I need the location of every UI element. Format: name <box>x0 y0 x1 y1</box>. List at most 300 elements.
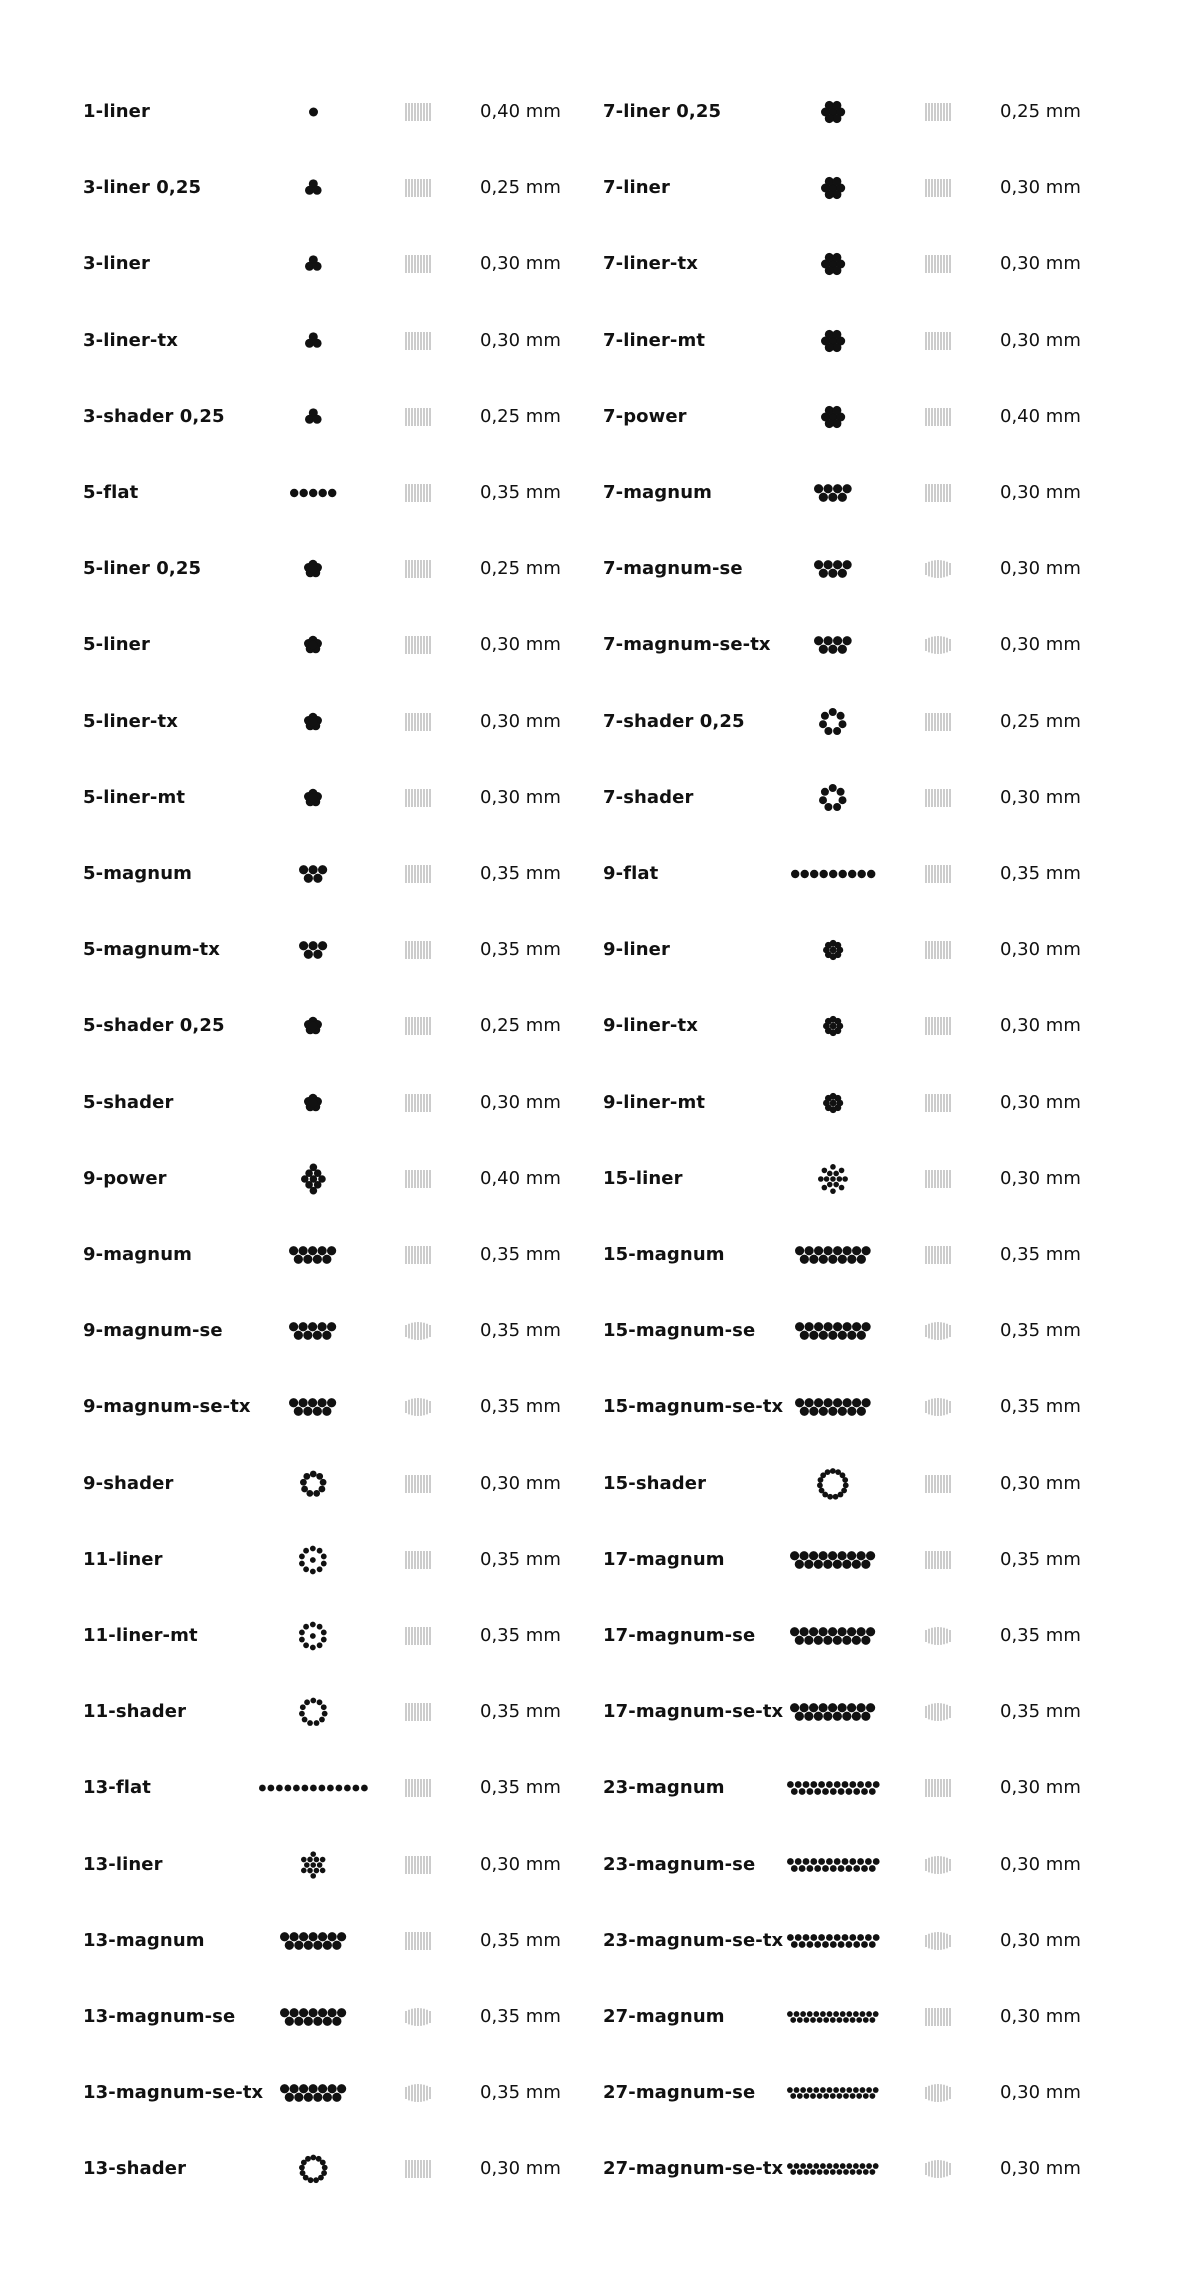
needle-name: 23-magnum <box>603 1777 725 1799</box>
taper-short-icon <box>404 168 434 208</box>
needle-diameter: 0,25 mm <box>480 1015 561 1037</box>
needle-name: 9-shader <box>83 1472 174 1494</box>
needle-15-magnum-icon <box>794 1235 872 1275</box>
needle-row <box>83 1387 613 1427</box>
taper-short-icon <box>404 854 434 894</box>
needle-configuration <box>794 1387 872 1427</box>
taper-curved-icon <box>924 1387 954 1427</box>
needle-13-magnum-icon <box>279 2073 348 2113</box>
needle-configuration <box>822 1006 845 1046</box>
taper-short-icon <box>404 1540 434 1580</box>
needle-taper <box>404 1159 434 1199</box>
taper-curved-icon <box>924 2073 954 2113</box>
needle-9-flat-icon <box>790 854 877 894</box>
needle-1-round-icon <box>308 92 319 132</box>
needle-taper <box>924 1159 954 1199</box>
needle-5-magnum-icon <box>298 854 329 894</box>
needle-name: 9-magnum-se-tx <box>83 1396 251 1418</box>
needle-7-magnum-icon <box>813 473 853 513</box>
needle-diameter: 0,35 mm <box>480 863 561 884</box>
needle-taper <box>404 1464 434 1504</box>
needle-name: 23-magnum-se <box>603 1853 756 1875</box>
needle-taper <box>924 1006 954 1046</box>
needle-taper <box>924 1387 954 1427</box>
needle-3-round-icon <box>304 321 323 361</box>
needle-diameter: 0,35 mm <box>1000 1396 1081 1418</box>
taper-short-icon <box>924 854 954 894</box>
needle-configuration <box>279 2073 348 2113</box>
taper-curved-icon <box>404 1387 434 1427</box>
needle-name: 13-liner <box>83 1853 163 1875</box>
needle-15-ring-icon <box>816 1464 850 1504</box>
needle-taper <box>924 397 954 437</box>
needle-configuration <box>794 1235 872 1275</box>
taper-short-icon <box>404 1845 434 1885</box>
needle-configuration <box>789 1692 877 1732</box>
needle-configuration <box>279 1997 348 2037</box>
needle-5-magnum-icon <box>298 930 329 970</box>
needle-configuration <box>298 2149 329 2189</box>
needle-name: 15-magnum-se-tx <box>603 1396 784 1418</box>
needle-name: 9-magnum-se <box>83 1320 223 1342</box>
needle-diameter: 0,30 mm <box>1000 634 1081 656</box>
needle-taper <box>404 1845 434 1885</box>
needle-7-magnum-icon <box>813 549 853 589</box>
needle-diameter: 0,35 mm <box>480 1625 561 1646</box>
needle-diameter: 0,30 mm <box>1000 1091 1081 1113</box>
taper-short-icon <box>924 1083 954 1123</box>
needle-name: 7-shader <box>603 786 694 808</box>
needle-taper <box>404 1616 434 1656</box>
needle-taper <box>924 1692 954 1732</box>
needle-11-ring-icon <box>298 1692 329 1732</box>
needle-configuration <box>786 2149 880 2189</box>
needle-taper <box>924 1845 954 1885</box>
needle-row <box>83 930 613 970</box>
taper-short-icon <box>924 1235 954 1275</box>
needle-7-round-icon <box>820 321 847 361</box>
needle-row <box>603 2149 1133 2189</box>
needle-name: 15-magnum <box>603 1244 725 1265</box>
needle-taper <box>404 1311 434 1351</box>
needle-3-round-icon <box>304 244 323 284</box>
taper-short-icon <box>404 244 434 284</box>
needle-configuration <box>786 1845 881 1885</box>
needle-taper <box>924 625 954 665</box>
needle-diameter: 0,30 mm <box>1000 2158 1081 2180</box>
needle-taper <box>924 1464 954 1504</box>
needle-row <box>603 1616 1133 1656</box>
needle-diameter: 0,30 mm <box>1000 939 1081 961</box>
needle-taper <box>404 321 434 361</box>
needle-row <box>603 244 1133 284</box>
needle-configuration <box>308 92 319 132</box>
needle-3-round-icon <box>304 168 323 208</box>
needle-taper <box>404 854 434 894</box>
needle-row <box>83 1768 613 1808</box>
needle-row <box>603 1006 1133 1046</box>
needle-diameter: 0,30 mm <box>480 710 561 732</box>
needle-configuration <box>789 1616 877 1656</box>
needle-taper <box>404 2073 434 2113</box>
needle-configuration <box>298 854 329 894</box>
needle-row <box>603 930 1133 970</box>
needle-taper <box>924 1540 954 1580</box>
needle-taper <box>404 1006 434 1046</box>
needle-name: 13-flat <box>83 1777 151 1799</box>
needle-9-magnum-icon <box>288 1235 338 1275</box>
needle-row <box>83 1845 613 1885</box>
needle-17-magnum-icon <box>789 1616 877 1656</box>
needle-taper <box>404 702 434 742</box>
needle-5-round-icon <box>303 1083 323 1123</box>
taper-short-icon <box>404 1616 434 1656</box>
needle-11-ring-center-icon <box>298 1616 328 1656</box>
needle-row <box>83 549 613 589</box>
taper-short-icon <box>924 778 954 818</box>
needle-17-magnum-icon <box>789 1692 877 1732</box>
needle-configuration <box>298 1540 328 1580</box>
needle-13-magnum-icon <box>279 1997 348 2037</box>
needle-configuration <box>820 92 847 132</box>
needle-17-magnum-icon <box>789 1540 877 1580</box>
taper-short-icon <box>924 1768 954 1808</box>
needle-7-ring-icon <box>818 778 848 818</box>
needle-diameter: 0,30 mm <box>1000 558 1081 580</box>
needle-diameter: 0,30 mm <box>480 1091 561 1113</box>
needle-configuration <box>813 549 853 589</box>
needle-configuration <box>786 1768 881 1808</box>
needle-name: 27-magnum-se <box>603 2082 756 2104</box>
needle-configuration <box>813 473 853 513</box>
needle-configuration <box>822 930 845 970</box>
needle-configuration <box>820 321 847 361</box>
needle-row <box>603 1464 1133 1504</box>
taper-curved-icon <box>404 1311 434 1351</box>
needle-name: 7-power <box>603 405 687 427</box>
needle-row <box>603 1921 1133 1961</box>
needle-name: 11-liner <box>83 1548 163 1570</box>
needle-row <box>603 625 1133 665</box>
taper-curved-icon <box>924 1311 954 1351</box>
needle-row <box>83 2149 613 2189</box>
needle-9-magnum-icon <box>288 1311 338 1351</box>
needle-name: 11-shader <box>83 1701 187 1723</box>
needle-taper <box>924 702 954 742</box>
needle-name: 7-magnum-se <box>603 558 743 580</box>
needle-15-round-icon <box>817 1159 849 1199</box>
taper-short-icon <box>404 1006 434 1046</box>
needle-configuration <box>258 1768 369 1808</box>
needle-row <box>83 244 613 284</box>
needle-row <box>603 473 1133 513</box>
needle-configuration <box>304 397 323 437</box>
needle-taper <box>404 168 434 208</box>
needle-name: 9-flat <box>603 863 659 884</box>
needle-row <box>603 854 1133 894</box>
needle-row <box>603 1768 1133 1808</box>
needle-13-flat-icon <box>258 1768 369 1808</box>
needle-name: 3-liner-tx <box>83 329 178 351</box>
needle-taper <box>404 1921 434 1961</box>
needle-name: 7-liner-tx <box>603 253 698 275</box>
needle-row <box>83 473 613 513</box>
taper-short-icon <box>404 1235 434 1275</box>
needle-diameter: 0,30 mm <box>480 1472 561 1494</box>
needle-3-round-icon <box>304 397 323 437</box>
needle-row <box>83 168 613 208</box>
needle-row <box>603 1692 1133 1732</box>
needle-diameter: 0,35 mm <box>1000 1320 1081 1342</box>
needle-taper <box>924 321 954 361</box>
needle-diameter: 0,30 mm <box>1000 1929 1081 1951</box>
needle-diameter: 0,35 mm <box>1000 1701 1081 1723</box>
needle-configuration <box>288 1235 338 1275</box>
needle-diameter: 0,35 mm <box>480 1320 561 1342</box>
needle-diameter: 0,30 mm <box>1000 329 1081 351</box>
needle-taper <box>924 244 954 284</box>
needle-diameter: 0,35 mm <box>480 2082 561 2104</box>
needle-name: 5-liner-tx <box>83 710 178 732</box>
taper-short-icon <box>404 1083 434 1123</box>
needle-row <box>603 321 1133 361</box>
needle-configuration <box>298 1616 328 1656</box>
needle-row <box>83 1464 613 1504</box>
needle-7-round-icon <box>820 244 847 284</box>
needle-configuration <box>786 2073 880 2113</box>
needle-taper <box>404 1692 434 1732</box>
needle-taper <box>924 2073 954 2113</box>
taper-short-icon <box>404 321 434 361</box>
needle-name: 7-shader 0,25 <box>603 710 745 732</box>
needle-name: 5-shader <box>83 1091 174 1113</box>
needle-configuration <box>820 397 847 437</box>
needle-taper <box>404 473 434 513</box>
needle-27-magnum-icon <box>786 2073 880 2113</box>
needle-diameter: 0,30 mm <box>480 786 561 808</box>
needle-configuration <box>300 1159 327 1199</box>
needle-configuration <box>303 778 323 818</box>
needle-configuration <box>822 1083 845 1123</box>
needle-taper <box>404 1997 434 2037</box>
taper-short-icon <box>924 1464 954 1504</box>
needle-row <box>83 1616 613 1656</box>
needle-name: 11-liner-mt <box>83 1625 198 1646</box>
needle-15-magnum-icon <box>794 1311 872 1351</box>
needle-27-magnum-icon <box>786 2149 880 2189</box>
taper-curved-icon <box>924 549 954 589</box>
needle-row <box>83 1159 613 1199</box>
needle-configuration <box>298 1692 329 1732</box>
needle-taper <box>924 473 954 513</box>
taper-short-icon <box>404 930 434 970</box>
needle-name: 7-magnum <box>603 482 712 503</box>
needle-row <box>83 854 613 894</box>
needle-5-flat-icon <box>289 473 338 513</box>
needle-taper <box>924 930 954 970</box>
taper-short-icon <box>404 702 434 742</box>
needle-diameter: 0,40 mm <box>480 101 561 122</box>
needle-row <box>603 2073 1133 2113</box>
needle-row <box>603 1235 1133 1275</box>
needle-diameter: 0,30 mm <box>1000 177 1081 199</box>
needle-taper <box>404 625 434 665</box>
needle-name: 7-liner <box>603 177 670 199</box>
taper-short-icon <box>404 473 434 513</box>
needle-taper <box>924 92 954 132</box>
needle-name: 23-magnum-se-tx <box>603 1929 784 1951</box>
needle-taper <box>924 854 954 894</box>
needle-name: 5-liner <box>83 634 150 656</box>
needle-configuration <box>303 1006 323 1046</box>
needle-configuration <box>820 168 847 208</box>
needle-row <box>83 2073 613 2113</box>
taper-short-icon <box>404 1921 434 1961</box>
needle-row <box>83 1311 613 1351</box>
needle-diameter: 0,30 mm <box>1000 1167 1081 1189</box>
needle-diameter: 0,35 mm <box>1000 863 1081 884</box>
needle-configuration <box>789 1540 877 1580</box>
needle-taper <box>924 1083 954 1123</box>
taper-short-icon <box>924 1159 954 1199</box>
taper-short-icon <box>924 702 954 742</box>
needle-diameter: 0,40 mm <box>480 1167 561 1189</box>
needle-diameter: 0,40 mm <box>1000 405 1081 427</box>
needle-row <box>603 1083 1133 1123</box>
needle-name: 9-liner-tx <box>603 1015 698 1037</box>
needle-row <box>603 168 1133 208</box>
needle-taper <box>924 778 954 818</box>
needle-name: 7-liner 0,25 <box>603 101 722 122</box>
taper-curved-icon <box>924 625 954 665</box>
needle-taper <box>404 397 434 437</box>
taper-short-icon <box>404 625 434 665</box>
taper-curved-icon <box>924 1692 954 1732</box>
needle-7-ring-icon <box>818 702 848 742</box>
needle-name: 13-magnum-se <box>83 2006 236 2027</box>
needle-name: 5-liner-mt <box>83 786 186 808</box>
needle-5-round-icon <box>303 778 323 818</box>
needle-name: 5-flat <box>83 482 139 503</box>
needle-diameter: 0,30 mm <box>480 329 561 351</box>
taper-short-icon <box>404 2149 434 2189</box>
needle-name: 15-liner <box>603 1167 683 1189</box>
taper-short-icon <box>404 1768 434 1808</box>
needle-taper <box>404 1083 434 1123</box>
needle-name: 17-magnum <box>603 1548 725 1570</box>
taper-curved-icon <box>924 1616 954 1656</box>
needle-name: 13-magnum <box>83 1929 205 1951</box>
needle-configuration <box>288 1311 338 1351</box>
needle-configuration <box>304 168 323 208</box>
needle-configuration <box>303 549 323 589</box>
needle-name: 9-magnum <box>83 1244 192 1265</box>
needle-row <box>83 1997 613 2037</box>
needle-name: 7-liner-mt <box>603 329 706 351</box>
needle-row <box>603 1387 1133 1427</box>
needle-5-round-icon <box>303 1006 323 1046</box>
needle-diameter: 0,35 mm <box>480 1396 561 1418</box>
needle-diameter: 0,35 mm <box>480 2006 561 2027</box>
taper-short-icon <box>404 778 434 818</box>
needle-diameter: 0,30 mm <box>480 253 561 275</box>
needle-configuration <box>304 244 323 284</box>
taper-curved-icon <box>404 2073 434 2113</box>
needle-name: 27-magnum-se-tx <box>603 2158 784 2180</box>
taper-short-icon <box>404 397 434 437</box>
needle-15-magnum-icon <box>794 1387 872 1427</box>
needle-taper <box>404 2149 434 2189</box>
needle-taper <box>404 549 434 589</box>
needle-taper <box>404 930 434 970</box>
needle-5-round-icon <box>303 549 323 589</box>
needle-configuration <box>786 1997 880 2037</box>
needle-taper <box>404 244 434 284</box>
needle-name: 27-magnum <box>603 2006 725 2027</box>
taper-short-icon <box>924 1997 954 2037</box>
needle-row <box>83 92 613 132</box>
needle-name: 15-shader <box>603 1472 707 1494</box>
needle-configuration <box>298 930 329 970</box>
needle-row <box>603 778 1133 818</box>
needle-7-round-icon <box>820 397 847 437</box>
needle-diameter: 0,25 mm <box>480 405 561 427</box>
needle-name: 5-liner 0,25 <box>83 558 202 580</box>
needle-row <box>603 1159 1133 1199</box>
taper-curved-icon <box>404 1997 434 2037</box>
needle-diameter: 0,30 mm <box>1000 253 1081 275</box>
taper-short-icon <box>404 92 434 132</box>
needle-row <box>83 397 613 437</box>
needle-13-round-icon <box>300 1845 327 1885</box>
needle-configuration <box>818 778 848 818</box>
taper-short-icon <box>924 473 954 513</box>
needle-configuration <box>816 1464 850 1504</box>
needle-configuration <box>786 1921 881 1961</box>
needle-taper <box>924 1616 954 1656</box>
needle-name: 5-magnum <box>83 863 192 884</box>
needle-diameter: 0,35 mm <box>480 1929 561 1951</box>
needle-taper <box>924 1235 954 1275</box>
needle-name: 13-magnum-se-tx <box>83 2082 264 2104</box>
needle-7-round-icon <box>820 168 847 208</box>
needle-diameter: 0,35 mm <box>1000 1244 1081 1265</box>
needle-name: 13-shader <box>83 2158 187 2180</box>
needle-27-magnum-icon <box>786 1997 880 2037</box>
taper-short-icon <box>924 321 954 361</box>
needle-configuration <box>813 625 853 665</box>
needle-taper <box>404 1540 434 1580</box>
needle-23-magnum-icon <box>786 1921 881 1961</box>
taper-short-icon <box>404 549 434 589</box>
needle-taper <box>404 778 434 818</box>
needle-row <box>83 1083 613 1123</box>
needle-row <box>83 1921 613 1961</box>
needle-row <box>603 1311 1133 1351</box>
needle-diameter: 0,30 mm <box>1000 1853 1081 1875</box>
needle-diameter: 0,25 mm <box>480 558 561 580</box>
needle-9-power-icon <box>300 1159 327 1199</box>
taper-short-icon <box>924 92 954 132</box>
needle-taper <box>404 1235 434 1275</box>
needle-diameter: 0,30 mm <box>480 634 561 656</box>
needle-row <box>83 1235 613 1275</box>
needle-name: 3-liner 0,25 <box>83 177 202 199</box>
needle-row <box>83 1540 613 1580</box>
needle-9-ring-icon <box>299 1464 328 1504</box>
needle-taper <box>924 1921 954 1961</box>
needle-diameter: 0,30 mm <box>1000 2082 1081 2104</box>
